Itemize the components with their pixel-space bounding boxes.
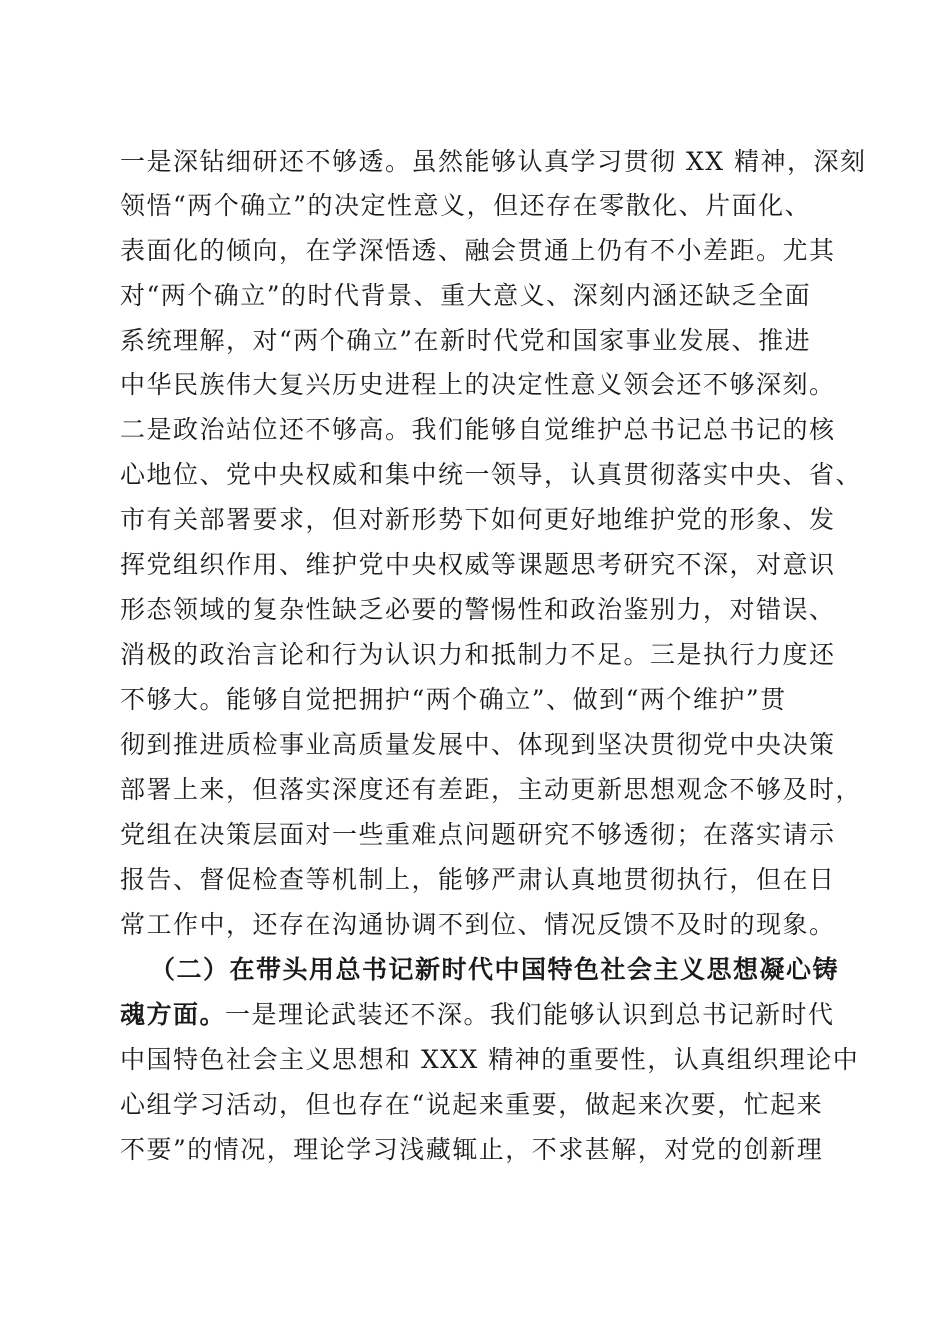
line-text: 消极的政治言论和行为认识力和抵制力不足。三是执行力度还 [120,640,836,669]
line-text: 心地位、党中央权威和集中统一领导，认真贯彻落实中央、省、 [120,460,863,489]
line-text: 形态领域的复杂性缺乏必要的警惕性和政治鉴别力，对错误、 [120,595,836,624]
text-line [0,635,950,675]
line-text: 党组在决策层面对一些重难点问题研究不够透彻；在落实请示 [120,820,836,849]
text-line [0,500,950,540]
text-line [0,590,950,630]
text-line [0,142,950,182]
line-text: 一是理论武装还不深。我们能够认识到总书记新时代 [225,1000,835,1029]
line-text: 领悟“两个确立”的决定性意义，但还存在零散化、片面化、 [120,191,812,220]
text-line [0,770,950,810]
text-line [0,365,950,405]
line-text: 中华民族伟大复兴历史进程上的决定性意义领会还不够深刻。 [120,370,836,399]
text-line [0,410,950,450]
section-heading-end: 魂方面。 [120,1000,227,1029]
line-text: 一是深钻细研还不够透。虽然能够认真学习贯彻 XX 精神，深刻 [120,147,867,176]
text-line [0,321,950,361]
text-line [0,1040,950,1080]
line-text: 系统理解，对“两个确立”在新时代党和国家事业发展、推进 [120,326,812,355]
text-line [0,995,950,1035]
line-text: 对“两个确立”的时代背景、重大意义、深刻内涵还缺乏全面 [120,281,812,310]
text-line [0,276,950,316]
text-line [0,815,950,855]
text-line [0,1130,950,1170]
text-line [0,231,950,271]
section-heading: （二）在带头用总书记新时代中国特色社会主义思想凝心铸 [150,955,840,984]
text-line [0,680,950,720]
text-line [0,905,950,945]
text-line [0,1085,950,1125]
line-text: 不要”的情况，理论学习浅藏辄止，不求甚解，对党的创新理 [120,1135,824,1164]
line-text: 表面化的倾向，在学深悟透、融会贯通上仍有不小差距。尤其 [120,236,836,265]
line-text: 彻到推进质检事业高质量发展中、体现到坚决贯彻党中央决策 [120,730,836,759]
line-text: 市有关部署要求，但对新形势下如何更好地维护党的形象、发 [120,505,836,534]
text-line [0,186,950,226]
line-text: 不够大。能够自觉把拥护“两个确立”、做到“两个维护”贯 [120,685,787,714]
text-line [0,860,950,900]
text-line [0,545,950,585]
line-text: 报告、督促检查等机制上，能够严肃认真地贯彻执行，但在日 [120,865,836,894]
line-text: 部署上来，但落实深度还有差距，主动更新思想观念不够及时， [120,775,863,804]
line-text: 心组学习活动，但也存在“说起来重要，做起来次要，忙起来 [120,1090,824,1119]
text-line [0,455,950,495]
line-text: 二是政治站位还不够高。我们能够自觉维护总书记总书记的核 [120,415,836,444]
line-text: 常工作中，还存在沟通协调不到位、情况反馈不及时的现象。 [120,910,836,939]
text-line [0,725,950,765]
line-text: 中国特色社会主义思想和 XXX 精神的重要性，认真组织理论中 [120,1045,860,1074]
section-heading-line [0,950,950,990]
line-text: 挥党组织作用、维护党中央权威等课题思考研究不深，对意识 [120,550,836,579]
